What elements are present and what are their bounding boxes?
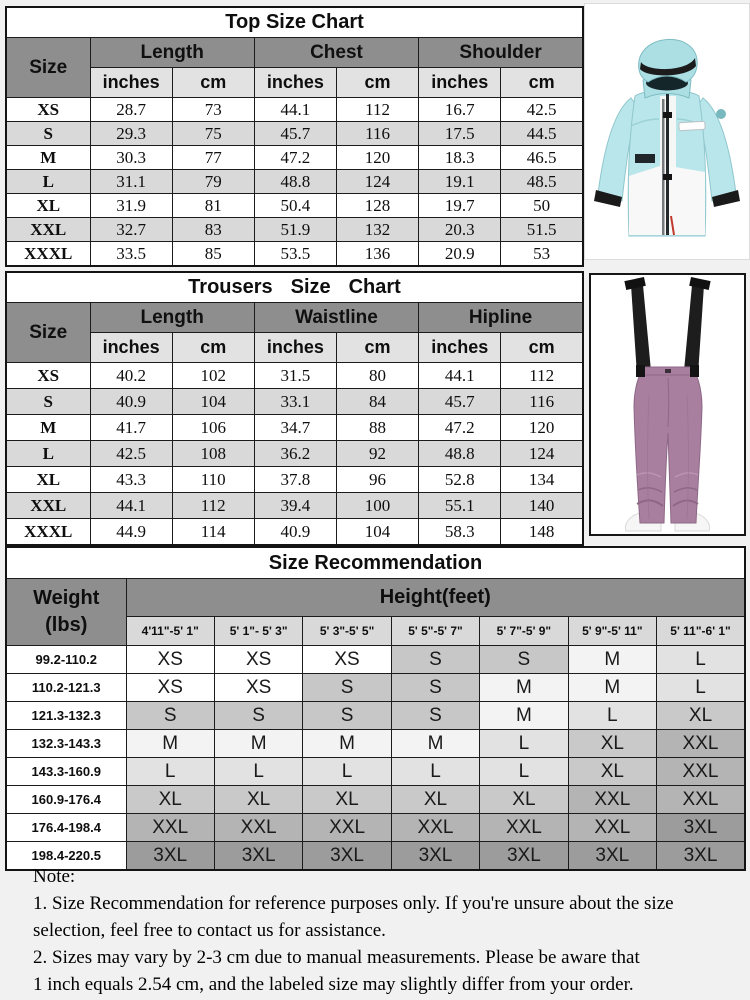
- recommended-size-cell: XS: [126, 646, 214, 674]
- trousers-value-cell: 124: [501, 441, 583, 467]
- trousers-value-cell: 134: [501, 467, 583, 493]
- trousers-value-cell: 40.9: [90, 389, 172, 415]
- top-unit-header: inches: [419, 68, 501, 98]
- recommended-size-cell: 3XL: [657, 814, 745, 842]
- trousers-value-cell: 88: [336, 415, 418, 441]
- note-line-2: selection, feel free to contact us for assistance.: [33, 920, 386, 941]
- recommended-size-cell: L: [657, 674, 745, 702]
- recommended-size-cell: 3XL: [391, 842, 479, 871]
- recommended-size-cell: XXL: [568, 786, 656, 814]
- recommended-size-cell: XXL: [480, 814, 568, 842]
- note-block: [33, 863, 739, 998]
- weight-range-cell: 176.4-198.4: [6, 814, 126, 842]
- trousers-value-cell: 52.8: [419, 467, 501, 493]
- trousers-value-cell: 104: [172, 389, 254, 415]
- top-value-cell: 132: [336, 218, 418, 242]
- trousers-value-cell: 92: [336, 441, 418, 467]
- recommended-size-cell: M: [126, 730, 214, 758]
- trousers-value-cell: 100: [336, 493, 418, 519]
- top-length-header: Length: [90, 38, 254, 68]
- trousers-value-cell: 106: [172, 415, 254, 441]
- trousers-value-cell: 31.5: [254, 363, 336, 389]
- top-value-cell: 31.9: [90, 194, 172, 218]
- note-line-1: 1. Size Recommendation for reference purposes only. If you're unsure about the size: [33, 893, 674, 914]
- top-size-chart-table: [5, 6, 584, 267]
- top-row: [6, 194, 583, 218]
- top-value-cell: 124: [336, 170, 418, 194]
- jacket-inner-zip: [662, 99, 665, 235]
- recommended-size-cell: 3XL: [480, 842, 568, 871]
- trousers-value-cell: 104: [336, 519, 418, 546]
- top-unit-header: inches: [254, 68, 336, 98]
- trousers-value-cell: 140: [501, 493, 583, 519]
- recommended-size-cell: XS: [214, 646, 302, 674]
- top-chart-title: Top Size Chart: [6, 7, 583, 38]
- trousers-size-chart-table: [5, 271, 584, 546]
- trousers-value-cell: 80: [336, 363, 418, 389]
- trousers-length-header: Length: [90, 303, 254, 333]
- jacket-photo: [584, 3, 750, 260]
- trousers-value-cell: 44.1: [90, 493, 172, 519]
- recommended-size-cell: S: [480, 646, 568, 674]
- top-value-cell: 16.7: [419, 98, 501, 122]
- weight-range-cell: 160.9-176.4: [6, 786, 126, 814]
- top-value-cell: 112: [336, 98, 418, 122]
- top-value-cell: 120: [336, 146, 418, 170]
- recommended-size-cell: XL: [568, 758, 656, 786]
- recommended-size-cell: XXL: [568, 814, 656, 842]
- trousers-unit-header: inches: [419, 333, 501, 363]
- recommendation-row: [6, 786, 745, 814]
- top-value-cell: 85: [172, 242, 254, 267]
- recommendation-row: [6, 674, 745, 702]
- recommended-size-cell: XL: [568, 730, 656, 758]
- top-size-cell: XXL: [6, 218, 90, 242]
- top-value-cell: 53: [501, 242, 583, 267]
- top-value-cell: 20.9: [419, 242, 501, 267]
- recommended-size-cell: XXL: [657, 758, 745, 786]
- top-value-cell: 50.4: [254, 194, 336, 218]
- top-value-cell: 73: [172, 98, 254, 122]
- trousers-value-cell: 41.7: [90, 415, 172, 441]
- trousers-value-cell: 36.2: [254, 441, 336, 467]
- trousers-unit-header: cm: [501, 333, 583, 363]
- top-value-cell: 48.5: [501, 170, 583, 194]
- weight-range-cell: 99.2-110.2: [6, 646, 126, 674]
- recommended-size-cell: XL: [214, 786, 302, 814]
- trousers-size-cell: XXXL: [6, 519, 90, 546]
- recommended-size-cell: XXL: [391, 814, 479, 842]
- recommended-size-cell: L: [391, 758, 479, 786]
- height-range-header: 5' 3"-5' 5": [303, 617, 391, 646]
- trousers-value-cell: 114: [172, 519, 254, 546]
- jacket-zip-pull-top: [663, 112, 672, 118]
- top-value-cell: 44.5: [501, 122, 583, 146]
- trousers-value-cell: 45.7: [419, 389, 501, 415]
- top-value-cell: 51.5: [501, 218, 583, 242]
- recommended-size-cell: M: [480, 674, 568, 702]
- height-range-header: 5' 5"-5' 7": [391, 617, 479, 646]
- height-range-header: 5' 9"-5' 11": [568, 617, 656, 646]
- recommended-size-cell: XL: [303, 786, 391, 814]
- trousers-unit-header: inches: [254, 333, 336, 363]
- recommended-size-cell: S: [214, 702, 302, 730]
- trousers-value-cell: 42.5: [90, 441, 172, 467]
- recommended-size-cell: M: [391, 730, 479, 758]
- top-value-cell: 33.5: [90, 242, 172, 267]
- trousers-value-cell: 110: [172, 467, 254, 493]
- trousers-unit-header: cm: [336, 333, 418, 363]
- recommendation-row: [6, 702, 745, 730]
- recommended-size-cell: L: [126, 758, 214, 786]
- top-unit-header: cm: [336, 68, 418, 98]
- trousers-size-cell: S: [6, 389, 90, 415]
- top-row: [6, 170, 583, 194]
- top-value-cell: 20.3: [419, 218, 501, 242]
- recommended-size-cell: L: [568, 702, 656, 730]
- recommended-size-cell: XXL: [657, 730, 745, 758]
- recommendation-title: Size Recommendation: [6, 547, 745, 579]
- top-value-cell: 30.3: [90, 146, 172, 170]
- weight-header-line1: Weight: [33, 587, 100, 609]
- jacket-shoulder-badge: [716, 109, 726, 119]
- top-units-row: [6, 68, 583, 98]
- top-size-cell: M: [6, 146, 90, 170]
- trousers-unit-header: inches: [90, 333, 172, 363]
- trousers-value-cell: 116: [501, 389, 583, 415]
- top-value-cell: 17.5: [419, 122, 501, 146]
- recommendation-row: [6, 646, 745, 674]
- jacket-zip-pull-mid: [663, 174, 672, 180]
- recommended-size-cell: XL: [126, 786, 214, 814]
- recommended-size-cell: XL: [657, 702, 745, 730]
- note-line-4: 1 inch equals 2.54 cm, and the labeled size may slightly differ from your order.: [33, 974, 634, 995]
- top-chest-header: Chest: [254, 38, 418, 68]
- trousers-units-row: [6, 333, 583, 363]
- recommended-size-cell: M: [568, 646, 656, 674]
- top-value-cell: 32.7: [90, 218, 172, 242]
- weight-range-cell: 110.2-121.3: [6, 674, 126, 702]
- trousers-row: [6, 441, 583, 467]
- recommendation-row: [6, 730, 745, 758]
- weight-header-line2: (lbs): [45, 614, 88, 636]
- recommendation-row: [6, 758, 745, 786]
- height-header: Height(feet): [126, 579, 745, 617]
- top-size-column-header: Size: [6, 38, 90, 98]
- trousers-row: [6, 415, 583, 441]
- trousers-row: [6, 519, 583, 546]
- weight-range-cell: 132.3-143.3: [6, 730, 126, 758]
- top-row: [6, 122, 583, 146]
- trousers-value-cell: 102: [172, 363, 254, 389]
- jacket-logo-patch: [635, 154, 655, 163]
- recommended-size-cell: M: [214, 730, 302, 758]
- top-value-cell: 46.5: [501, 146, 583, 170]
- recommended-size-cell: XXL: [303, 814, 391, 842]
- trousers-value-cell: 120: [501, 415, 583, 441]
- trousers-value-cell: 44.9: [90, 519, 172, 546]
- top-value-cell: 48.8: [254, 170, 336, 194]
- trousers-value-cell: 44.1: [419, 363, 501, 389]
- top-size-cell: L: [6, 170, 90, 194]
- top-value-cell: 42.5: [501, 98, 583, 122]
- trousers-waistline-header: Waistline: [254, 303, 418, 333]
- recommended-size-cell: L: [303, 758, 391, 786]
- recommended-size-cell: S: [391, 674, 479, 702]
- top-value-cell: 51.9: [254, 218, 336, 242]
- height-range-header: 5' 7"-5' 9": [480, 617, 568, 646]
- size-recommendation-table: [5, 546, 746, 871]
- trousers-value-cell: 43.3: [90, 467, 172, 493]
- recommended-size-cell: XXL: [126, 814, 214, 842]
- recommended-size-cell: S: [391, 646, 479, 674]
- top-value-cell: 53.5: [254, 242, 336, 267]
- recommended-size-cell: S: [303, 702, 391, 730]
- trousers-size-cell: L: [6, 441, 90, 467]
- trousers-value-cell: 33.1: [254, 389, 336, 415]
- trousers-button: [665, 369, 671, 373]
- trousers-value-cell: 37.8: [254, 467, 336, 493]
- height-range-header: 4'11"-5' 1": [126, 617, 214, 646]
- top-row: [6, 98, 583, 122]
- trousers-value-cell: 47.2: [419, 415, 501, 441]
- recommended-size-cell: 3XL: [214, 842, 302, 871]
- jacket-chest-pocket: [679, 121, 705, 130]
- trousers-value-cell: 148: [501, 519, 583, 546]
- recommended-size-cell: XXL: [214, 814, 302, 842]
- top-value-cell: 19.1: [419, 170, 501, 194]
- top-value-cell: 47.2: [254, 146, 336, 170]
- top-value-cell: 77: [172, 146, 254, 170]
- trousers-right-strap: [684, 285, 704, 375]
- note-line-3: 2. Sizes may vary by 2-3 cm due to manual measurements. Please be aware that: [33, 947, 640, 968]
- recommended-size-cell: XXL: [657, 786, 745, 814]
- weight-range-cell: 198.4-220.5: [6, 842, 126, 871]
- trousers-size-cell: XS: [6, 363, 90, 389]
- top-value-cell: 81: [172, 194, 254, 218]
- top-size-cell: XXXL: [6, 242, 90, 267]
- trousers-row: [6, 493, 583, 519]
- note-heading: Note:: [33, 866, 76, 887]
- recommendation-row: [6, 814, 745, 842]
- top-shoulder-header: Shoulder: [419, 38, 583, 68]
- trousers-size-cell: XL: [6, 467, 90, 493]
- trousers-left-strap: [631, 285, 651, 375]
- recommended-size-cell: 3XL: [657, 842, 745, 871]
- trousers-body: [634, 367, 702, 523]
- trousers-chart-title: Trousers Size Chart: [6, 272, 583, 303]
- top-value-cell: 44.1: [254, 98, 336, 122]
- jacket-hood: [639, 39, 698, 82]
- recommended-size-cell: XL: [391, 786, 479, 814]
- recommended-size-cell: L: [214, 758, 302, 786]
- top-row: [6, 218, 583, 242]
- recommended-size-cell: S: [303, 674, 391, 702]
- trousers-illustration: [591, 275, 744, 534]
- top-unit-header: cm: [172, 68, 254, 98]
- trousers-right-clip: [690, 365, 699, 377]
- trousers-row: [6, 389, 583, 415]
- recommended-size-cell: S: [126, 702, 214, 730]
- recommended-size-cell: 3XL: [303, 842, 391, 871]
- recommended-size-cell: XS: [303, 646, 391, 674]
- top-unit-header: inches: [90, 68, 172, 98]
- trousers-value-cell: 39.4: [254, 493, 336, 519]
- weight-range-cell: 121.3-132.3: [6, 702, 126, 730]
- top-size-cell: S: [6, 122, 90, 146]
- top-size-cell: XL: [6, 194, 90, 218]
- trousers-value-cell: 34.7: [254, 415, 336, 441]
- top-value-cell: 75: [172, 122, 254, 146]
- top-value-cell: 45.7: [254, 122, 336, 146]
- trousers-value-cell: 112: [501, 363, 583, 389]
- trousers-left-clip: [636, 365, 645, 377]
- top-value-cell: 18.3: [419, 146, 501, 170]
- recommended-size-cell: M: [480, 702, 568, 730]
- top-row: [6, 146, 583, 170]
- trousers-size-cell: XXL: [6, 493, 90, 519]
- trousers-hipline-header: Hipline: [419, 303, 583, 333]
- top-value-cell: 31.1: [90, 170, 172, 194]
- top-size-cell: XS: [6, 98, 90, 122]
- trousers-row: [6, 467, 583, 493]
- recommended-size-cell: L: [480, 758, 568, 786]
- recommended-size-cell: L: [657, 646, 745, 674]
- recommended-size-cell: M: [568, 674, 656, 702]
- trousers-size-cell: M: [6, 415, 90, 441]
- weight-range-cell: 143.3-160.9: [6, 758, 126, 786]
- trousers-value-cell: 48.8: [419, 441, 501, 467]
- trousers-value-cell: 40.9: [254, 519, 336, 546]
- top-unit-header: cm: [501, 68, 583, 98]
- top-value-cell: 29.3: [90, 122, 172, 146]
- top-value-cell: 28.7: [90, 98, 172, 122]
- trousers-value-cell: 112: [172, 493, 254, 519]
- trousers-value-cell: 108: [172, 441, 254, 467]
- trousers-value-cell: 58.3: [419, 519, 501, 546]
- top-value-cell: 116: [336, 122, 418, 146]
- trousers-row: [6, 363, 583, 389]
- recommended-size-cell: 3XL: [568, 842, 656, 871]
- recommended-size-cell: XS: [214, 674, 302, 702]
- trousers-value-cell: 55.1: [419, 493, 501, 519]
- recommended-size-cell: S: [391, 702, 479, 730]
- trousers-unit-header: cm: [172, 333, 254, 363]
- trousers-value-cell: 84: [336, 389, 418, 415]
- top-value-cell: 50: [501, 194, 583, 218]
- recommended-size-cell: L: [480, 730, 568, 758]
- top-value-cell: 19.7: [419, 194, 501, 218]
- recommended-size-cell: 3XL: [126, 842, 214, 871]
- recommended-size-cell: XL: [480, 786, 568, 814]
- trousers-value-cell: 40.2: [90, 363, 172, 389]
- trousers-photo: [589, 273, 746, 536]
- trousers-size-column-header: Size: [6, 303, 90, 363]
- recommended-size-cell: M: [303, 730, 391, 758]
- top-row: [6, 242, 583, 267]
- height-range-header: 5' 11"-6' 1": [657, 617, 745, 646]
- top-value-cell: 83: [172, 218, 254, 242]
- top-value-cell: 136: [336, 242, 418, 267]
- top-value-cell: 79: [172, 170, 254, 194]
- height-range-header: 5' 1"- 5' 3": [214, 617, 302, 646]
- recommended-size-cell: XS: [126, 674, 214, 702]
- weight-column-header: [6, 579, 126, 646]
- top-value-cell: 128: [336, 194, 418, 218]
- jacket-illustration: [585, 4, 749, 259]
- trousers-value-cell: 96: [336, 467, 418, 493]
